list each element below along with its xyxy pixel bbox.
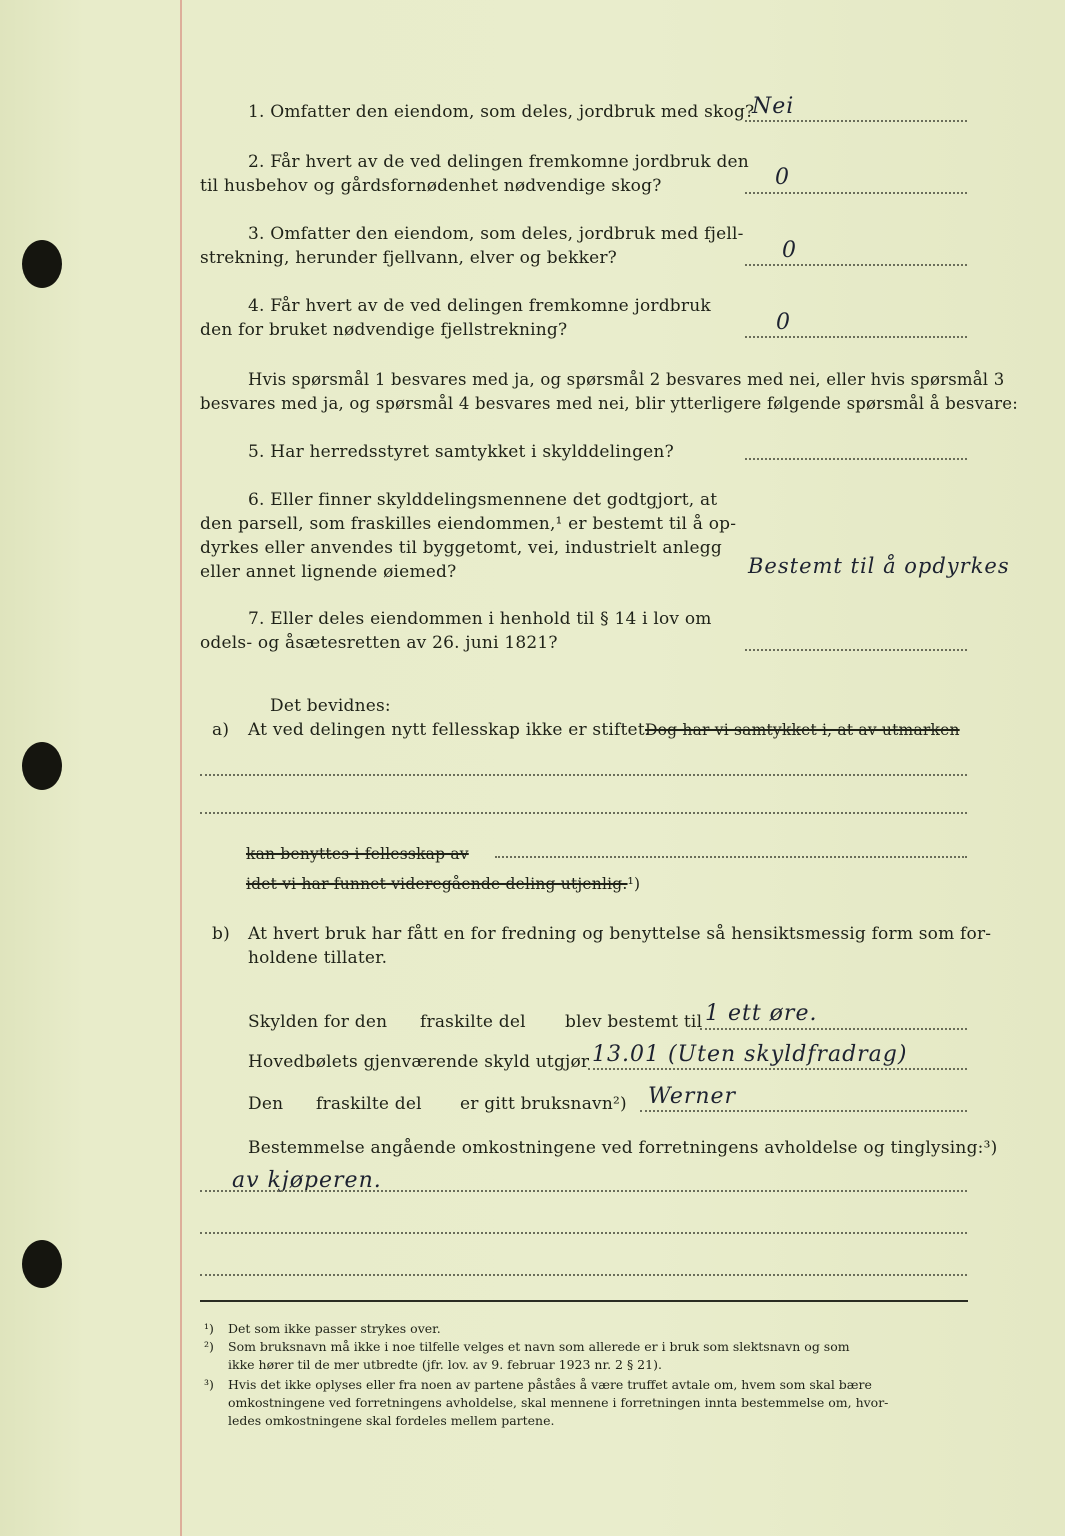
question-3-line2: strekning, herunder fjellvann, elver og bekker?	[200, 248, 617, 268]
answer-6: Bestemt til å opdyrkes	[748, 554, 1010, 578]
attest-a-text: At ved delingen nytt fellesskap ikke er stiftet.	[248, 720, 651, 740]
question-6-line1: 6. Eller finner skylddelingsmennene det godtgjort, at	[248, 490, 718, 510]
footnote-1-mark: ¹)	[204, 1321, 214, 1336]
answer-line	[700, 1028, 967, 1030]
bruksnavn-value: Werner	[648, 1084, 737, 1109]
skyld-row3-prefix: Den	[248, 1094, 284, 1114]
answer-line	[745, 192, 967, 194]
conditional-line2: besvares med ja, og spørsmål 4 besvares med nei, blir ytterligere følgende spørsmål å besvare:	[200, 394, 1018, 413]
question-1: 1. Omfatter den eiendom, som deles, jordbruk med skog?	[248, 102, 755, 122]
attest-b-line2: holdene tillater.	[248, 948, 388, 968]
cost-value: av kjøperen.	[232, 1168, 382, 1193]
question-7-line1: 7. Eller deles eiendommen i henhold til § 14 i lov om	[248, 609, 712, 629]
answer-line	[745, 649, 967, 651]
attest-b-line1: At hvert bruk har fått en for fredning og benyttelse så hensiktsmessig form som for-	[248, 924, 992, 944]
blank-line	[200, 1274, 967, 1276]
margin-rule	[180, 0, 182, 1536]
question-6-line3: dyrkes eller anvendes til byggetomt, vei, industrielt anlegg	[200, 538, 722, 558]
attest-a-struck: Dog har vi samtykket i, at av utmarken	[645, 721, 960, 739]
question-7-line2: odels- og åsætesretten av 26. juni 1821?	[200, 633, 558, 653]
skyld-value: 1 ett øre.	[705, 1001, 818, 1026]
blank-line	[200, 1232, 967, 1234]
blank-line	[200, 774, 967, 776]
question-6-line4: eller annet lignende øiemed?	[200, 562, 457, 582]
footnote-separator	[200, 1300, 968, 1302]
struck-line-2-text: idet vi har funnet videregående deling utjenlig.	[246, 875, 628, 893]
skyld-row1-mid: fraskilte del	[420, 1012, 526, 1032]
footnote-3-line3: ledes omkostningene skal fordeles mellem partene.	[228, 1413, 555, 1428]
skyld-row3-suffix: er gitt bruksnavn²)	[460, 1094, 627, 1114]
question-6-line2: den parsell, som fraskilles eiendommen,¹ er bestemt til å op-	[200, 514, 737, 534]
footnote-3-mark: ³)	[204, 1377, 214, 1392]
answer-line	[745, 458, 967, 460]
skyld-row4-label: Bestemmelse angående omkostningene ved forretningens avholdelse og tinglysing:³)	[248, 1138, 998, 1158]
attest-heading: Det bevidnes:	[270, 696, 391, 716]
question-2-line1: 2. Får hvert av de ved delingen fremkomne jordbruk den	[248, 152, 749, 172]
footnote-3-line1: Hvis det ikke oplyses eller fra noen av partene påståes å være truffet avtale om, hvem som skal bære	[228, 1377, 872, 1392]
footnote-2-mark: ²)	[204, 1339, 214, 1354]
answer-2: 0	[775, 165, 790, 190]
question-5: 5. Har herredsstyret samtykket i skylddelingen?	[248, 442, 674, 462]
punch-hole	[22, 742, 62, 790]
footnote-2-line2: ikke hører til de mer utbredte (jfr. lov. av 9. februar 1923 nr. 2 § 21).	[228, 1357, 662, 1372]
answer-line	[588, 1068, 967, 1070]
attest-b-label: b)	[212, 924, 230, 944]
skyld-row3-mid: fraskilte del	[316, 1094, 422, 1114]
answer-line	[640, 1110, 967, 1112]
remaining-skyld-value: 13.01 (Uten skyldfradrag)	[592, 1042, 908, 1067]
answer-3: 0	[782, 238, 797, 263]
blank-line	[200, 1190, 967, 1192]
answer-line	[745, 336, 967, 338]
question-3-line1: 3. Omfatter den eiendom, som deles, jordbruk med fjell-	[248, 224, 744, 244]
footnote-2-line1: Som bruksnavn må ikke i noe tilfelle velges et navn som allerede er i bruk som slektsnavn og som	[228, 1339, 850, 1354]
answer-1: Nei	[752, 94, 795, 119]
footnote-ref: ¹)	[627, 875, 641, 893]
punch-hole	[22, 240, 62, 288]
answer-line	[745, 264, 967, 266]
question-4-line2: den for bruket nødvendige fjellstrekning?	[200, 320, 568, 340]
footnote-1: Det som ikke passer strykes over.	[228, 1321, 441, 1336]
skyld-row1-prefix: Skylden for den	[248, 1012, 388, 1032]
punch-hole	[22, 1240, 62, 1288]
conditional-line1: Hvis spørsmål 1 besvares med ja, og spørsmål 2 besvares med nei, eller hvis spørsmål 3	[248, 370, 1005, 389]
answer-4: 0	[776, 310, 791, 335]
question-2-line2: til husbehov og gårdsfornødenhet nødvendige skog?	[200, 176, 662, 196]
footnote-3-line2: omkostningene ved forretningens avholdelse, skal mennene i forretningen innta bestemmelse om, hvor-	[228, 1395, 889, 1410]
attest-a-label: a)	[212, 720, 230, 740]
skyld-row1-suffix: blev bestemt til	[565, 1012, 703, 1032]
blank-line	[495, 856, 967, 858]
blank-line	[200, 812, 967, 814]
skyld-row2-label: Hovedbølets gjenværende skyld utgjør	[248, 1052, 590, 1072]
answer-line	[745, 120, 967, 122]
struck-line-2	[246, 872, 640, 896]
question-4-line1: 4. Får hvert av de ved delingen fremkomne jordbruk	[248, 296, 711, 316]
struck-line-1: kan benyttes i fellesskap av	[246, 845, 469, 863]
